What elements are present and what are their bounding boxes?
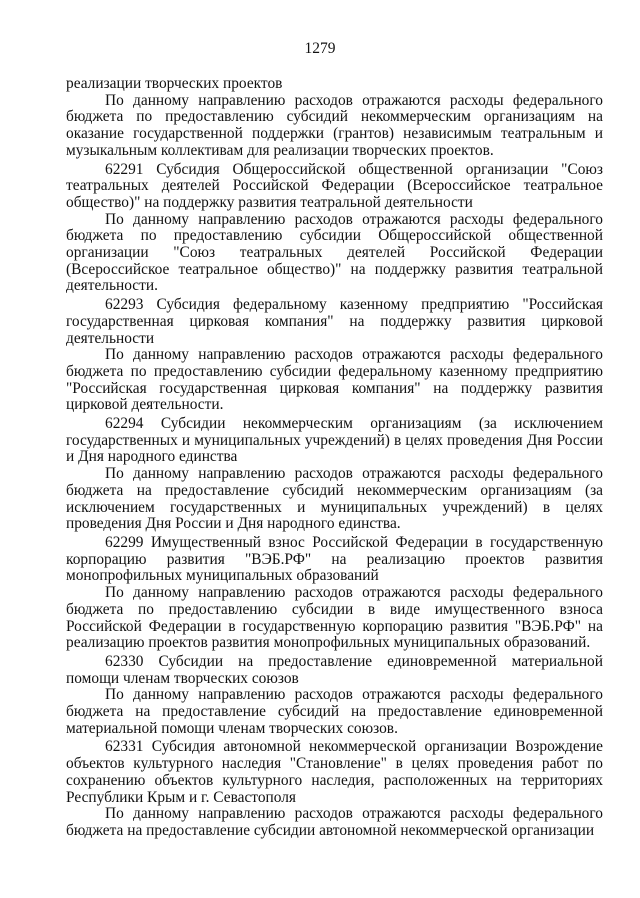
paragraph: 62293 Субсидия федеральному казенному предприятию "Российская государственная цирковая компания" на поддержку развития цирковой деятельности [66, 296, 603, 347]
paragraph: По данному направлению расходов отражаются расходы федерального бюджета по предоставлению субсидии Общероссийской общественной организации "Союз театральных деятелей Российской Федерации (Всероссийское театральное общество)" на поддержку развития театральной деятельности. [66, 210, 603, 295]
paragraph: 62330 Субсидии на предоставление единовременной материальной помощи членам творческих союзов [66, 652, 603, 687]
paragraph: По данному направлению расходов отражаются расходы федерального бюджета по предоставлению субсидии федеральному казенному предприятию "Российская государственная цирковая компания" на поддержку развития цирковой деятельности. [66, 346, 603, 414]
paragraph: 62291 Субсидия Общероссийской общественной организации "Союз театральных деятелей Российской Федерации (Всероссийское театральное общество)" на поддержку развития театральной деятельности [66, 160, 603, 211]
paragraph: По данному направлению расходов отражаются расходы федерального бюджета на предоставление субсидий на предоставление единовременной материальной помощи членам творческих союзов. [66, 686, 603, 737]
paragraph: По данному направлению расходов отражаются расходы федерального бюджета по предоставлению субсидии в виде имущественного взноса Российской Федерации в государственную корпорацию развития "ВЭБ.РФ" на реализацию проектов развития монопрофильных муниципальных образований. [66, 584, 603, 652]
paragraph: 62294 Субсидии некоммерческим организациям (за исключением государственных и муниципальных учреждений) в целях проведения Дня России и Дня народного единства [66, 415, 603, 466]
paragraph: По данному направлению расходов отражаются расходы федерального бюджета на предоставление субсидий некоммерческим организациям (за исключением государственных и муниципальных учреждений) в целях проведения Дня России и Дня народного единства. [66, 465, 603, 533]
paragraph: 62331 Субсидия автономной некоммерческой организации Возрождение объектов культурного наследия "Становление" в целях проведения работ по сохранению объектов культурного наследия, расположенных на территориях Республики Крым и г. Севастополя [66, 738, 603, 806]
paragraph: 62299 Имущественный взнос Российской Федерации в государственную корпорацию развития "ВЭБ.РФ" на реализацию проектов развития монопрофильных муниципальных образований [66, 533, 603, 585]
paragraph: По данному направлению расходов отражаются расходы федерального бюджета по предоставлению субсидий некоммерческим организациям на оказание государственной поддержки (грантов) независимым театральным и музыкальным коллективам для реализации творческих проектов. [66, 91, 603, 159]
document-body [66, 76, 603, 840]
paragraph: реализации творческих проектов [66, 75, 283, 92]
page-number: 1279 [304, 40, 336, 57]
paragraph: По данному направлению расходов отражаются расходы федерального бюджета на предоставление субсидии автономной некоммерческой организации [66, 805, 603, 839]
